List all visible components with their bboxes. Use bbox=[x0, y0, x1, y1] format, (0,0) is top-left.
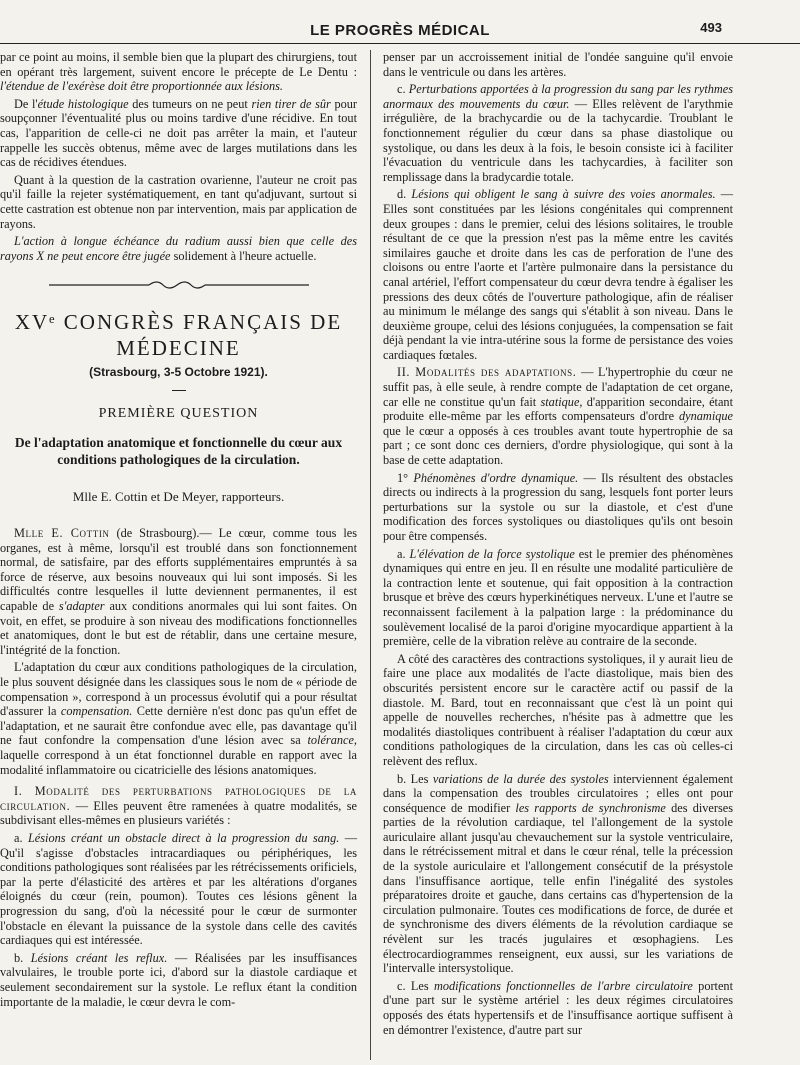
paragraph: De l'étude histologique des tumeurs on ne peut rien tirer de sûr pour soupçonner l'éventualité plus ou moins tardive d'une récidive. En tout cas, l'apparition de celle-ci ne doit pas arrêter la main, et l'auteur rappelle les succès obtenus, même avec de larges mutilations dans les cas de récidives étendues. bbox=[0, 96, 358, 170]
paragraph: b. Lésions créant les reflux. — Réalisées par les insuffisances valvulaires, le trouble porte ici, d'abord sur la diastole cardiaque et seulement secondairement sur la systole. Le reflux étant la condition importante de la maladie, le cœur devra le com- bbox=[0, 950, 357, 1009]
left-column bbox=[0, 50, 357, 1012]
paragraph: L'action à longue échéance du radium aussi bien que celle des rayons X ne peut encore être jugée solidement à l'heure actuelle. bbox=[0, 234, 357, 263]
question-label: PREMIÈRE QUESTION bbox=[98, 405, 259, 421]
paragraph: penser par un accroissement initial de l'ondée sanguine qu'il envoie dans le ventricule ou dans les artères. bbox=[383, 50, 733, 79]
paragraph: d. Lésions qui obligent le sang à suivre des voies anormales. — Elles sont constituées par les lésions congénitales qui comprennent deux groupes : dans le premier, celui des lésions solitaires, le trouble résultant de ce que la pression n'est pas la même entre les cavités similaires gauche et droite dans les cas de perforation de l'une des cloisons ou entre l'aorte et l'artère pulmonaire dans la persistance du canal artériel, l'effort compensateur du cœur devra tendre à égaliser les pressions des deux côtés de l'ouverture pathologique, afin de réaliser au minimum le mélange des sangs qui s'établit à son niveau. Dans le deuxième groupe, celui des lésions conjuguées, la compensation se fait déjà pendant la vie intra-utérine sous la forme de persistance des voies cardiaques fœtales. bbox=[383, 187, 734, 362]
congress-title: XVᵉ CONGRÈS FRANÇAIS DE MÉDECINE bbox=[14, 310, 343, 361]
paragraph: Quant à la question de la castration ovarienne, l'auteur ne croit pas qu'il faille la rejeter systématiquement, en tant qu'adjuvant, surtout si cette castration est obtenue non par intervention, mais par application de rayons. bbox=[0, 172, 357, 231]
question-title: De l'adaptation anatomique et fonctionnelle du cœur aux conditions pathologiques de la circulation. bbox=[14, 434, 343, 467]
ornament-divider bbox=[49, 279, 309, 291]
reporters-line: Mlle E. Cottin et De Meyer, rapporteurs. bbox=[72, 488, 285, 504]
congress-subtitle: (Strasbourg, 3-5 Octobre 1921). bbox=[89, 365, 268, 380]
right-column bbox=[383, 50, 733, 1040]
page-header bbox=[0, 0, 800, 44]
page-number: 493 bbox=[700, 20, 722, 35]
paragraph: 1° Phénomènes d'ordre dynamique. — Ils résultent des obstacles directs ou indirects à la progression du sang, lesquels font porter leurs perturbations sur la systole ou sur la diastole, et c'est d'une modification des forces systoliques ou diastoliques qu'ils ont besoin pour être compensés. bbox=[383, 470, 734, 543]
paragraph: A côté des caractères des contractions systoliques, il y aurait lieu de faire une place aux modalités de l'acte diastolique, mais bien des obscurités persistent encore sur le caractère actif ou passif de la diastole. M. Bard, tout en reconnaissant que c'est là un point qui appelle de nouvelles recherches, n'hésite pas à admettre que les modalités diastoliques contribuent à réaliser l'adaptation du cœur aux conditions pathologiques de la circulation, dans les cas où celles-ci relèvent des reflux. bbox=[383, 651, 733, 768]
paragraph: a. L'élévation de la force systolique est le premier des phénomènes dynamiques qui entre en jeu. Il en résulte une modalité particulière de la contraction lente et soutenue, qui fait opposition à la contraction brusque et brève des cœurs hyperkinétiques nerveux. L'une et l'autre se reconnaissent facilement à la palpation large : la prédominance du soulèvement localisé de la paroi d'origine myocardique appartient à la première, celle de la vibration relève au contraire de la seconde. bbox=[383, 546, 734, 649]
paragraph: b. Les variations de la durée des systoles interviennent également dans la compensation des troubles circulatoires ; elles ont pour conséquence de modifier les rapports de synchronisme des diverses parties de la révolution cardiaque, tel l'allongement de la systole auriculaire allant jusqu'au chevauchement sur la systole ventriculaire, dans le rétrécissement mitral et dans le cœur rénal, telle la précession de la systole auriculaire et l'allongement consécutif de la présystole dans l'insuffisance aortique, telle enfin l'inégalité des systoles préparatoires droite et gauche, dans certains cas d'hypertension de la circulation pulmonaire. Toutes ces modifications de force, de durée et de synchronisme des divers éléments de la révolution cardiaque se révèlent sur les tracés jugulaires et œsophagiens. Les électrocardiogrammes renseignent, eux aussi, sur les variations de l'intervalle intersystolique. bbox=[383, 771, 733, 976]
header-rule bbox=[0, 43, 800, 44]
short-divider bbox=[172, 390, 186, 391]
paragraph: a. Lésions créant un obstacle direct à la progression du sang. — Qu'il s'agisse d'obstacles intracardiaques ou périphériques, les conditions pathologiques sont réalisées par les rétrécissements orificiels, par la perte d'élasticité des artères et par les altérations d'organes éloignés du cœur (rein, poumon). Toutes ces lésions gênent la progression du sang, d'où la nécessité pour le cœur de surmonter l'obstacle en élevant la puissance de la systole dans celle des cavités cardiaques qui est intéressée. bbox=[0, 830, 358, 948]
column-divider bbox=[370, 50, 371, 1060]
journal-title: LE PROGRÈS MÉDICAL bbox=[310, 22, 490, 39]
paragraph: par ce point au moins, il semble bien que la plupart des chirurgiens, tout en opérant très largement, suivent encore le précepte de Le Dentu : l'étendue de l'exérèse doit être proportionnée aux lésions. bbox=[0, 50, 357, 94]
paragraph: Mlle E. Cottin (de Strasbourg).— Le cœur, comme tous les organes, est à même, lorsqu'il est troublé dans son fonctionnement normal, de satisfaire, par des efforts supplémentaires empruntés à sa force de réserve, aux besoins nouveaux qui lui sont imposés. Si les difficultés contre lesquelles il lutte deviennent permanentes, il est capable de s'adapter aux conditions anormales qui lui sont faites. On voit, en effet, se produire à son niveau des modifications fonctionnelles et anatomiques, dont le but est de rétablir, dans une certaine mesure, l'intégrité de la fonction. bbox=[0, 526, 358, 657]
paragraph: c. Les modifications fonctionnelles de l'arbre circulatoire portent d'une part sur le système artériel : les deux régimes circulatoires opposés des états hypertensifs et de l'insuffisance aortique suffisent à en démontrer l'existence, d'autre part sur bbox=[383, 978, 733, 1037]
paragraph: II. Modalités des adaptations. — L'hypertrophie du cœur ne suffit pas, à elle seule, à rendre compte de l'adaptation de cet organe, car elle ne constitue qu'un fait statique, d'apparition secondaire, étant produite elle-même par les efforts compensateurs d'ordre dynamique que le cœur a opposés à ces troubles avant toute hypertrophie de sa part ; ce sont donc ces derniers, d'ordre physiologique, qui sont à la base de cette adaptation. bbox=[383, 365, 733, 468]
paragraph: I. Modalité des perturbations pathologiques de la circulation. — Elles peuvent être ramenées à quatre modalités, se subdivisant elles-mêmes en plusieurs variétés : bbox=[0, 784, 357, 828]
paragraph: L'adaptation du cœur aux conditions pathologiques de la circulation, le plus souvent désignée dans les classiques sous le nom de « période de compensation », correspond à un processus évolutif qui a pour résultat d'assurer la compensation. Cette dernière n'est donc pas qu'un effet de l'adaptation, et ne saurait être confondue avec elle, pas davantage qu'il ne faut confondre la compensation d'une lésion avec sa tolérance, laquelle correspond à un état fonctionnel durable en rapport avec la modalité inflammatoire ou cicatricielle des lésions anatomiques. bbox=[0, 660, 357, 777]
paragraph: c. Perturbations apportées à la progression du sang par les rythmes anormaux des mouvements du cœur. — Elles relèvent de l'arythmie irrégulière, de la brachycardie ou de la tachycardie. Troublant le fonctionnement régulier du cœur dans sa phase diastolique ou systolique, ou dans les deux à la fois, le besoin consiste ici à faciliter l'évacuation du ventricule dans les tachycardies, à faciliter son remplissage dans la bradycardie totale. bbox=[383, 82, 734, 184]
